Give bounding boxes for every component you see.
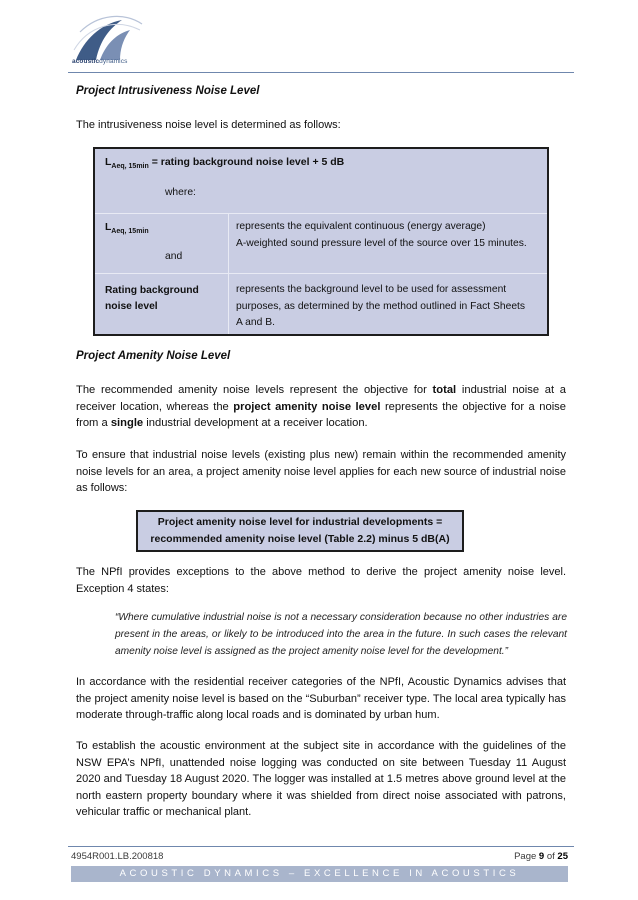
row1-label: $L_{Aeq, 15min}$ [105, 222, 149, 236]
exception-quote: “Where cumulative industrial noise is not a necessary consideration because no other industries are present in the areas, or likely to be introduced into the area in the future. In such cases the relevant amenity noise level is assigned as the project amenity noise level for the development.” [115, 612, 567, 657]
intrusive-intro: The intrusiveness noise level is determined as follows: [76, 119, 341, 131]
intrusiveness-formula-box [93, 147, 549, 336]
formula-line: $L_{Aeq, 15min}$ = rating background noise level + 5 dB [105, 156, 345, 171]
logo-wordmark: acousticdynamics [72, 58, 128, 65]
row2-label: Rating background noise level [105, 285, 199, 312]
footer-tagline-bar: ACOUSTIC DYNAMICS – EXCELLENCE IN ACOUSTICS [71, 866, 568, 882]
formula-and: and [165, 251, 183, 262]
heading-intrusiveness: Project Intrusiveness Noise Level [76, 85, 260, 97]
receiver-paragraph: In accordance with the residential receiver categories of the NPfI, Acoustic Dynamics advises that the project amenity noise level is based on the “Suburban” receiver type. The local area typically has moderate through-traffic along local roads and is dominated by urban hum. [76, 676, 566, 721]
page-number: Page 9 of 25 [514, 851, 568, 862]
formula-where: where: [165, 187, 196, 198]
doc-reference: 4954R001.LB.200818 [71, 851, 164, 862]
box-row-divider [95, 213, 547, 214]
amenity-formula-box: Project amenity noise level for industrial developments = recommended amenity noise level (Table 2.2) minus 5 dB(A) [136, 510, 464, 552]
row1-definition: represents the equivalent continuous (energy average) A-weighted sound pressure level of the source over 15 minutes. [236, 221, 527, 249]
logging-paragraph: To establish the acoustic environment at the subject site in accordance with the guidelines of the NSW EPA’s NPfI, unattended noise logging was conducted on site between Tuesday 11 August 2020 and Tuesday 18 August 2020. The logger was installed at 1.5 metres above ground level at the north eastern property boundary where it was shielded from direct noise associated with patrons, vehicular traffic or mechanical plant. [76, 740, 566, 818]
heading-amenity: Project Amenity Noise Level [76, 350, 231, 362]
npfi-exception-paragraph: The NPfI provides exceptions to the above method to derive the project amenity noise level. Exception 4 states: [76, 566, 566, 595]
footer-rule [68, 846, 574, 847]
box-row-divider [95, 273, 547, 274]
amenity-paragraph-2: To ensure that industrial noise levels (existing plus new) remain within the recommended amenity noise levels for an area, a project amenity noise level applies for each new source of industrial noise as follows: [76, 449, 566, 494]
header-rule [68, 72, 574, 73]
row2-definition: represents the background level to be used for assessment purposes, as determined by the method outlined in Fact Sheets A and B. [236, 284, 526, 328]
amenity-paragraph-1: The recommended amenity noise levels represent the objective for total industrial noise at a receiver location, whereas the project amenity noise level represents the objective for a noise from a single industrial development at a receiver location. [76, 384, 566, 429]
